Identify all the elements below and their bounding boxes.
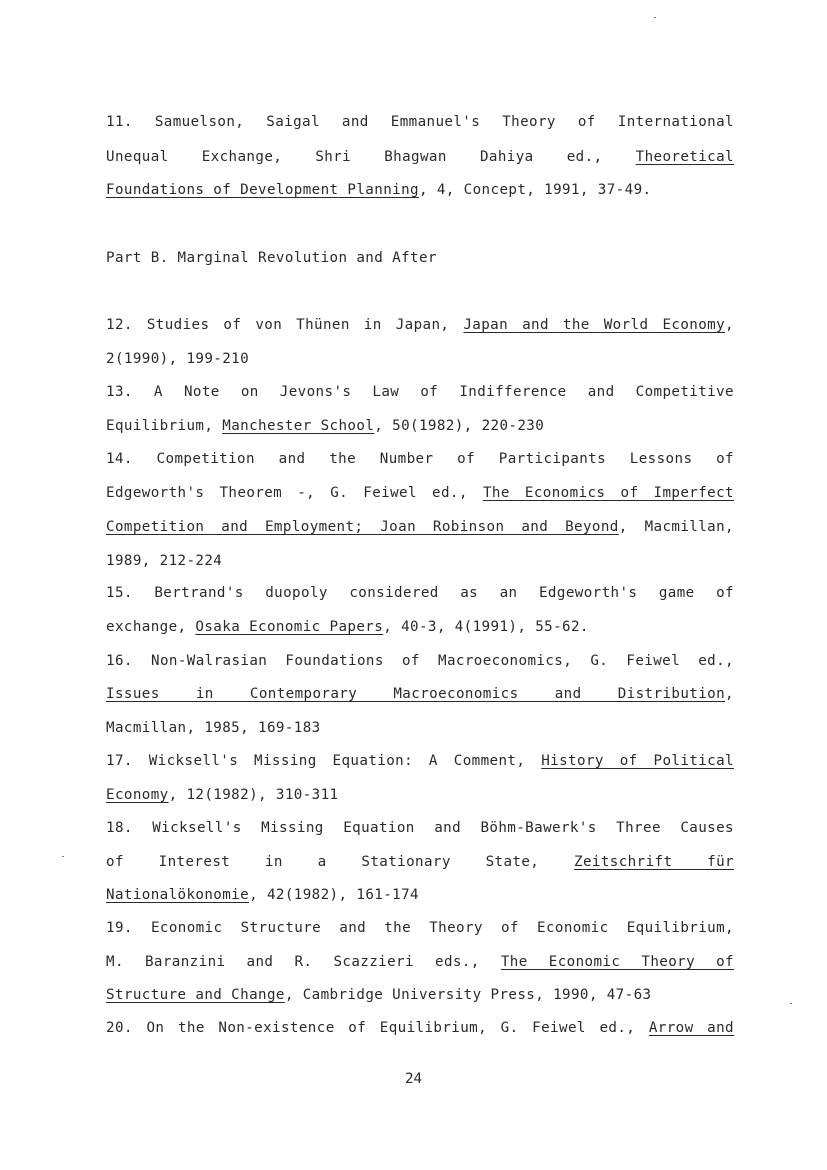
ref-17-line-2: Economy, 12(1982), 310-311 [106,787,339,803]
ref-19-line-1: 19. Economic Structure and the Theory of Economic Equilibrium, [106,920,734,936]
book-title: Theoretical [635,149,734,165]
section-heading: Part B. Marginal Revolution and After [106,250,437,266]
ref-11-line-2: Unequal Exchange, Shri Bhagwan Dahiya ed., Theoretical [106,149,734,165]
journal-title: Japan and the World Economy [463,317,726,333]
scan-speck [790,1003,792,1004]
ref-18-line-1: 18. Wicksell's Missing Equation and Böhm-Bawerk's Three Causes [106,820,734,836]
ref-16-line-1: 16. Non-Walrasian Foundations of Macroeconomics, G. Feiwel ed., [106,653,734,669]
ref-14-line-4: 1989, 212-224 [106,553,223,569]
ref-18-line-3: Nationalökonomie, 42(1982), 161-174 [106,887,419,903]
journal-title: Osaka Economic Papers [195,619,384,635]
journal-title: Nationalökonomie [106,887,250,903]
ref-20-line-1: 20. On the Non-existence of Equilibrium, G. Feiwel ed., Arrow and [106,1020,734,1036]
ref-13-line-1: 13. A Note on Jevons's Law of Indifference and Competitive [106,384,734,400]
page-number: 24 [404,1071,423,1087]
ref-13-line-2: Equilibrium, Manchester School, 50(1982), 220-230 [106,418,545,434]
ref-11-line-1: 11. Samuelson, Saigal and Emmanuel's Theory of International [106,114,734,130]
journal-title: History of Political [541,753,734,769]
ref-16-line-3: Macmillan, 1985, 169-183 [106,720,321,736]
book-title: Structure and Change [106,987,285,1003]
ref-11-line-3: Foundations of Development Planning, 4, Concept, 1991, 37-49. [106,182,652,198]
book-title: The Economic Theory of [500,954,735,970]
ref-19-line-2: M. Baranzini and R. Scazzieri eds., The Economic Theory of [106,954,735,970]
journal-title: Manchester School [222,418,375,434]
ref-15-line-2: exchange, Osaka Economic Papers, 40-3, 4(1991), 55-62. [106,619,589,635]
journal-title: Zeitschrift für [574,854,734,870]
book-title: Foundations of Development Planning [106,182,419,198]
scan-speck [62,856,64,857]
ref-16-line-2: Issues in Contemporary Macroeconomics and Distribution, [106,686,734,702]
book-title: Issues in Contemporary Macroeconomics and Distribution [106,686,726,702]
book-title: The Economics of Imperfect [482,485,734,501]
ref-14-line-3: Competition and Employment; Joan Robinson and Beyond, Macmillan, [106,519,734,535]
ref-18-line-2: of Interest in a Stationary State, Zeitschrift für [106,854,734,870]
ref-12-line-1: 12. Studies of von Thünen in Japan, Japan and the World Economy, [106,317,734,333]
ref-17-line-1: 17. Wicksell's Missing Equation: A Comment, History of Political [106,753,734,769]
book-title: Competition and Employment; Joan Robinson and Beyond [106,519,619,535]
ref-12-line-2: 2(1990), 199-210 [106,351,250,367]
ref-14-line-2: Edgeworth's Theorem -, G. Feiwel ed., The Economics of Imperfect [106,485,734,501]
ref-19-line-3: Structure and Change, Cambridge University Press, 1990, 47-63 [106,987,652,1003]
journal-title: Economy [106,787,169,803]
book-title: Arrow and [648,1020,734,1036]
ref-15-line-1: 15. Bertrand's duopoly considered as an Edgeworth's game of [106,585,734,601]
ref-14-line-1: 14. Competition and the Number of Participants Lessons of [106,451,734,467]
scan-speck [654,17,656,18]
